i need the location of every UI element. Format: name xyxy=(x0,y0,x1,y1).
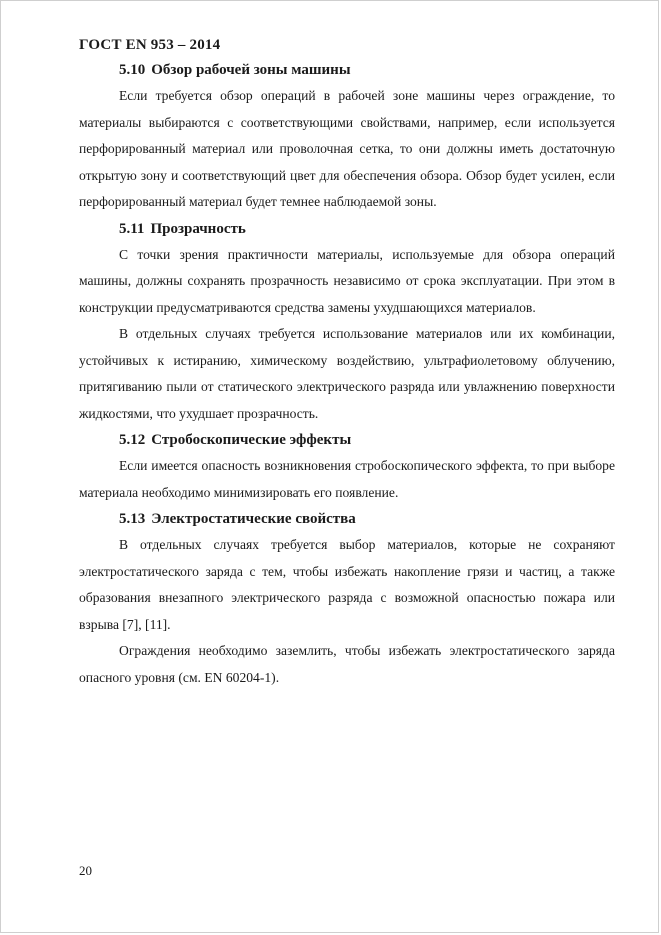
paragraph: В отдельных случаях требуется использование материалов или их комбинации, устойчивых к истиранию, химическому воздействию, ультрафиолетовому облучению, притягиванию пыли от статического электрического разряда или увлажнению поверхности жидкостями, что ухудшает прозрачность. xyxy=(79,326,615,421)
section-number: 5.11 xyxy=(119,220,145,237)
paragraph: В отдельных случаях требуется выбор материалов, которые не сохраняют электростатического заряда с тем, чтобы избежать накопление грязи и частиц, а также образования внезапного электрического разряда с возможной опасностью пожара или взрыва [7], [11]. xyxy=(79,537,615,632)
paragraph: Ограждения необходимо заземлить, чтобы избежать электростатического заряда опасного уровня (см. EN 60204-1). xyxy=(79,643,615,685)
section-5-11 xyxy=(79,216,615,428)
section-title: Прозрачность xyxy=(150,220,246,237)
paragraph: Если требуется обзор операций в рабочей зоне машины через ограждение, то материалы выбираются с соответствующими свойствами, например, если используется перфорированный материал или проволочная сетка, то они должны иметь достаточную открытую зону и соответствующий цвет для обеспечения обзора. Обзор будет усилен, если перфорированный материал будет темнее наблюдаемой зоны. xyxy=(79,88,615,209)
paragraph: Если имеется опасность возникновения стробоскопического эффекта, то при выборе материала необходимо минимизировать его появление. xyxy=(79,458,615,500)
section-heading xyxy=(79,506,615,532)
document-body xyxy=(79,57,615,691)
section-5-12 xyxy=(79,427,615,506)
section-title: Стробоскопические эффекты xyxy=(151,432,352,448)
section-5-13 xyxy=(79,506,615,691)
section-number: 5.12 xyxy=(119,432,146,448)
document-header: ГОСТ EN 953 – 2014 xyxy=(79,37,221,53)
section-title: Электростатические свойства xyxy=(151,511,356,527)
section-title: Обзор рабочей зоны машины xyxy=(151,62,351,78)
section-number: 5.13 xyxy=(119,511,146,527)
section-heading xyxy=(79,57,615,83)
section-number: 5.10 xyxy=(119,62,146,78)
page-number: 20 xyxy=(79,863,92,878)
section-heading xyxy=(79,216,615,242)
section-heading xyxy=(79,427,615,453)
section-5-10 xyxy=(79,57,615,216)
paragraph: С точки зрения практичности материалы, используемые для обзора операций машины, должны сохранять прозрачность независимо от срока эксплуатации. При этом в конструкции предусматриваются средства замены ухудшающихся материалов. xyxy=(79,246,615,315)
